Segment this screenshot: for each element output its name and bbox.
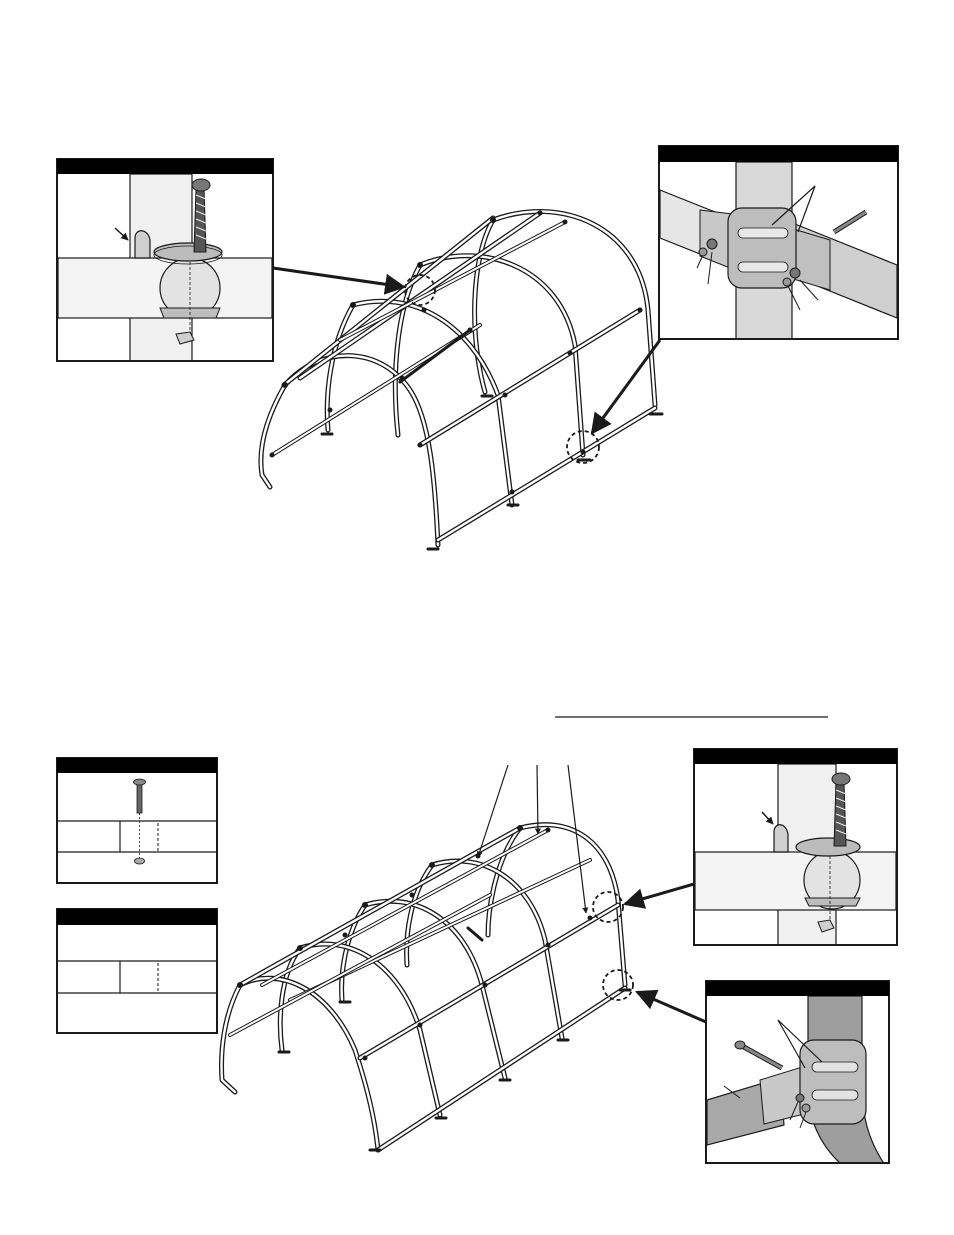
detail-header-bar (694, 749, 897, 764)
detail-clamp-bolt-upper (57, 159, 273, 364)
detail-header-bar (659, 146, 898, 162)
detail-header-bar (57, 758, 217, 773)
upper-back-arch (493, 211, 655, 405)
lower-leader-line-3 (568, 765, 586, 913)
lower-back-arch (520, 825, 625, 985)
lower-leader-arrow-corner (637, 992, 706, 1022)
lower-front-arch (240, 978, 378, 1150)
detail-header-bar (57, 159, 273, 174)
detail-corner-connector (706, 981, 889, 1165)
upper-leader-arrow-right (592, 340, 660, 433)
detail-clamp-bolt-lower (694, 749, 897, 949)
upper-frame-3-arch (261, 211, 662, 549)
upper-front-arch (285, 356, 438, 545)
lower-frame-5-arch (222, 825, 630, 1150)
detail-cross-connector-upper (659, 146, 898, 342)
detail-bolt-through-tube (57, 758, 217, 883)
upper-leader-arrow-left (273, 268, 404, 287)
detail-header-bar (57, 909, 217, 925)
detail-header-bar (706, 981, 889, 996)
lower-leader-arrow-top (625, 884, 694, 904)
detail-tube-sleeve (57, 909, 217, 1033)
